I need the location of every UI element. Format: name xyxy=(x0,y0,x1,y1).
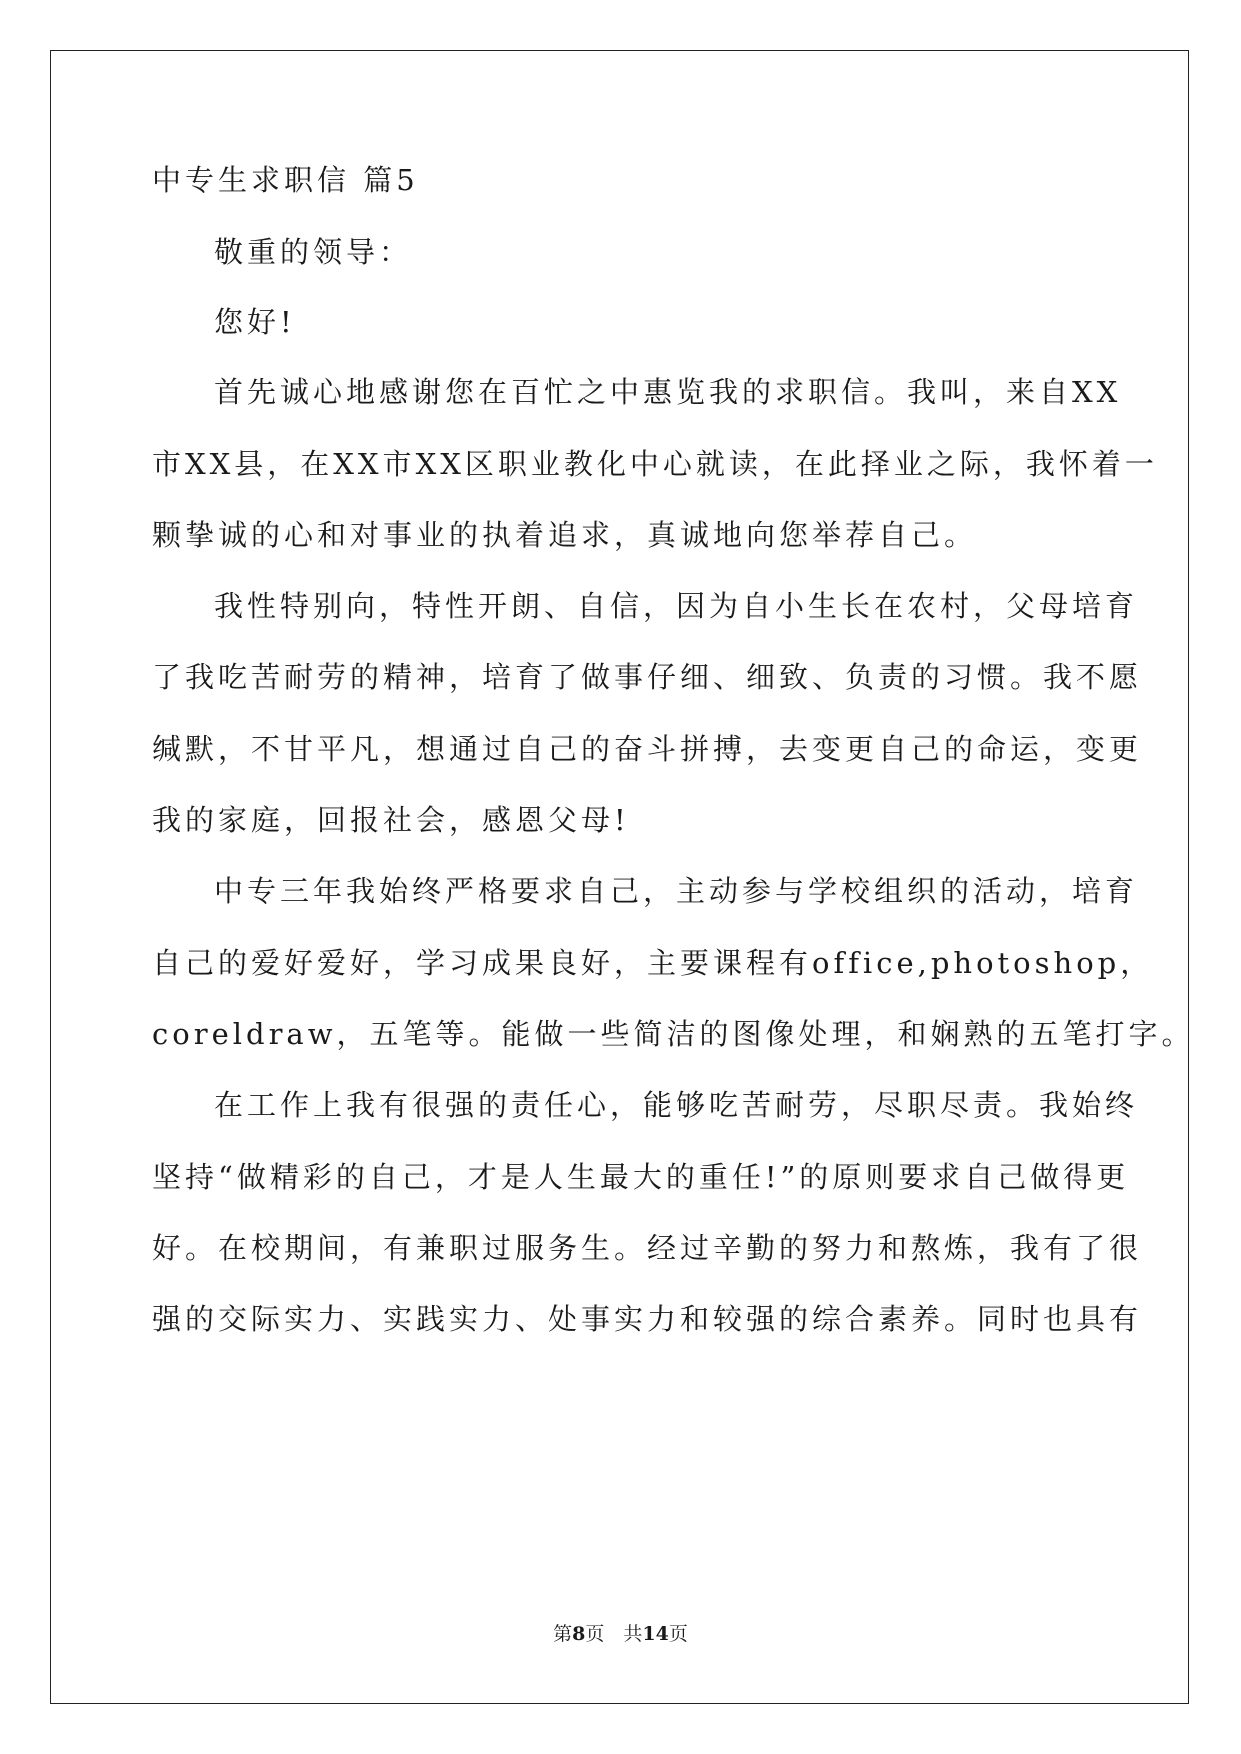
footer-prefix: 第 xyxy=(553,1623,573,1645)
paragraph-line: 好。在校期间，有兼职过服务生。经过辛勤的努力和熬炼，我有了很 xyxy=(152,1231,1143,1265)
paragraph-line: 我的家庭，回报社会，感恩父母! xyxy=(152,803,630,837)
paragraph-line: 在工作上我有很强的责任心，能够吃苦耐劳，尽职尽责。我始终 xyxy=(214,1088,1139,1122)
greeting: 您好! xyxy=(214,305,296,339)
total-page-count: 14 xyxy=(642,1623,669,1645)
paragraph-line: 了我吃苦耐劳的精神，培育了做事仔细、细致、负责的习惯。我不愿 xyxy=(152,660,1143,694)
paragraph-line: coreldraw，五笔等。能做一些简洁的图像处理，和娴熟的五笔打字。 xyxy=(152,1017,1195,1051)
paragraph-line: 坚持“做精彩的自己，才是人生最大的重任!”的原则要求自己做得更 xyxy=(152,1160,1130,1194)
paragraph-line: 颗挚诚的心和对事业的执着追求，真诚地向您举荐自己。 xyxy=(152,518,978,552)
footer-middle: 页 共 xyxy=(585,1623,643,1645)
footer-suffix: 页 xyxy=(668,1623,688,1645)
paragraph-line: 我性特别向，特性开朗、自信，因为自小生长在农村，父母培育 xyxy=(214,589,1139,623)
paragraph-line: 首先诚心地感谢您在百忙之中惠览我的求职信。我叫，来自XX xyxy=(214,375,1122,409)
page-footer xyxy=(0,1622,1241,1646)
paragraph-line: 缄默，不甘平凡，想通过自己的奋斗拼搏，去变更自己的命运，变更 xyxy=(152,732,1143,766)
paragraph-line: 中专三年我始终严格要求自己，主动参与学校组织的活动，培育 xyxy=(214,874,1139,908)
current-page-number: 8 xyxy=(572,1623,586,1645)
salutation: 敬重的领导： xyxy=(214,235,413,269)
paragraph-line: 市XX县，在XX市XX区职业教化中心就读，在此择业之际，我怀着一 xyxy=(152,447,1158,481)
paragraph-line: 自己的爱好爱好，学习成果良好，主要课程有office,photoshop， xyxy=(152,946,1154,980)
paragraph-line: 强的交际实力、实践实力、处事实力和较强的综合素养。同时也具有 xyxy=(152,1302,1143,1336)
letter-title: 中专生求职信 篇5 xyxy=(152,163,419,197)
